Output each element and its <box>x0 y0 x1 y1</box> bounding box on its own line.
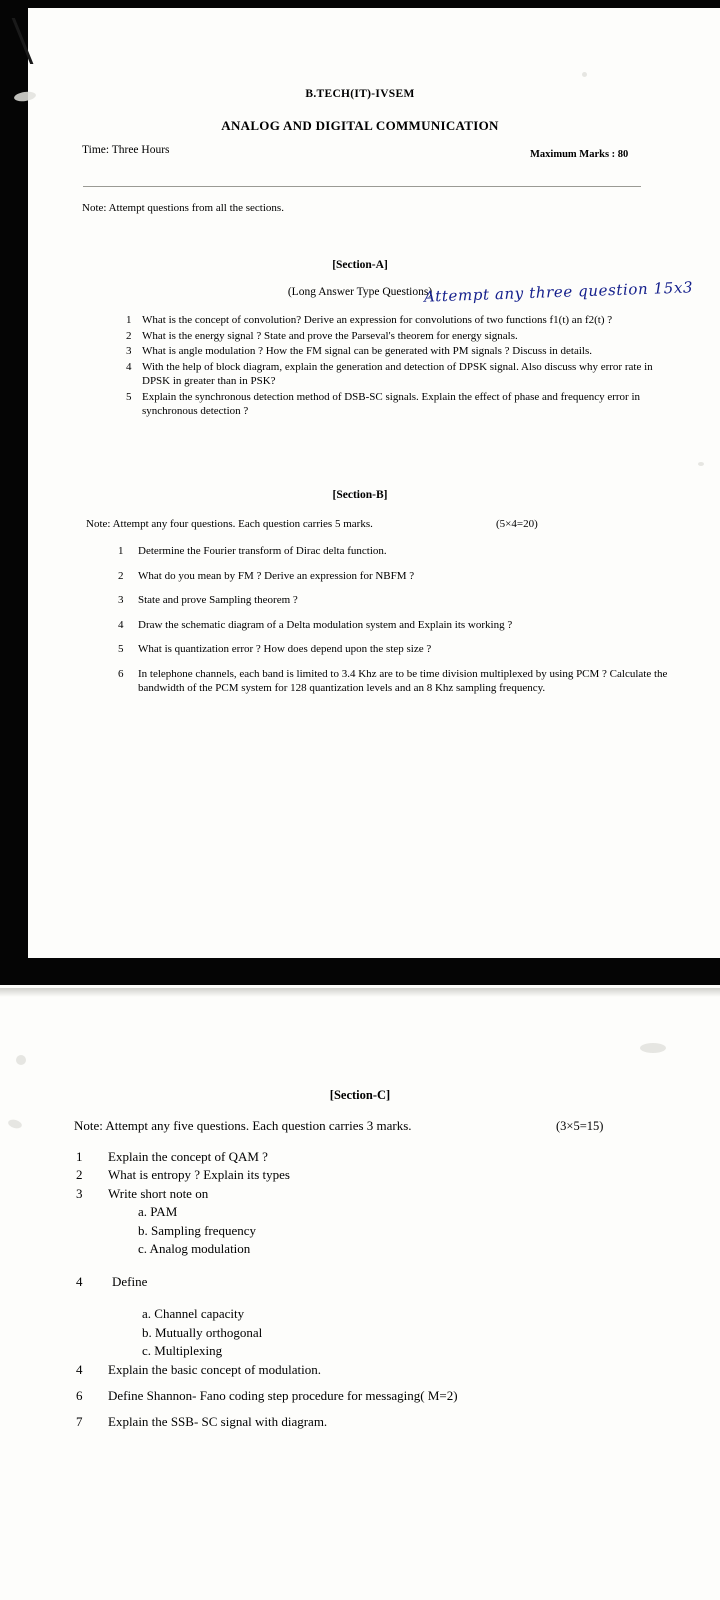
question-number: 5 <box>118 643 124 656</box>
question-number: 4 <box>126 360 132 373</box>
question-text: Determine the Fourier transform of Dirac delta function. <box>138 545 387 557</box>
list-item <box>76 1361 676 1379</box>
document-subtitle: ANALOG AND DIGITAL COMMUNICATION <box>221 118 499 133</box>
list-item: a. PAM <box>138 1204 178 1220</box>
list-item <box>76 1413 676 1431</box>
list-item <box>126 390 672 419</box>
section-a-subheading: (Long Answer Type Questions) <box>287 286 433 298</box>
question-text: What is angle modulation ? How the FM signal can be generated with PM signals ? Discuss in details. <box>142 345 593 358</box>
question-text: What is the energy signal ? State and prove the Parseval's theorem for energy signals. <box>142 329 518 342</box>
question-number: 4 <box>76 1273 83 1289</box>
list-item: b. Mutually orthogonal <box>142 1324 263 1340</box>
list-item: b. Sampling frequency <box>138 1222 257 1238</box>
section-b-marks: (5×4=20) <box>496 518 538 530</box>
scan-artifact-smudge <box>16 1055 26 1065</box>
question-text: Define Shannon- Fano coding step procedure for messaging( M=2) <box>108 1387 458 1403</box>
maximum-marks: Maximum Marks : 80 <box>530 149 629 160</box>
question-text: What is entropy ? Explain its types <box>108 1167 290 1183</box>
section-b-heading: [Section-B] <box>332 489 388 501</box>
list-item <box>126 360 672 389</box>
horizontal-divider <box>83 186 641 187</box>
list-item: a. Channel capacity <box>142 1306 245 1322</box>
question-number: 6 <box>76 1387 83 1403</box>
section-a-heading: [Section-A] <box>332 259 388 271</box>
list-item <box>126 329 672 344</box>
list-item <box>118 544 678 559</box>
question-text: Define <box>112 1273 148 1289</box>
list-item <box>118 593 678 608</box>
question-text: Write short note on <box>108 1185 209 1201</box>
list-item <box>76 1185 676 1259</box>
question-text: What is the concept of convolution? Derive an expression for convolutions of two functions f1(t) an f2(t) ? <box>142 314 613 326</box>
list-item <box>118 667 678 696</box>
section-b-note: Note: Attempt any four questions. Each question carries 5 marks. <box>86 518 373 530</box>
list-item <box>126 344 672 359</box>
list-item <box>118 569 678 584</box>
document-title: B.TECH(IT)-IVSEM <box>305 88 415 100</box>
scan-artifact-smudge <box>640 1043 666 1053</box>
scan-artifact-smudge <box>698 462 704 466</box>
section-b-question-list <box>118 544 678 706</box>
question-text: Explain the synchronous detection method of DSB-SC signals. Explain the effect of phase and frequency error in synchronous detection ? <box>142 390 641 418</box>
exam-duration: Time: Three Hours <box>82 144 170 156</box>
scan-artifact-smudge <box>582 72 587 77</box>
question-number: 2 <box>76 1167 83 1183</box>
question-number: 1 <box>118 545 124 557</box>
list-item <box>76 1273 676 1361</box>
section-c-marks: (3×5=15) <box>556 1119 604 1133</box>
question-number: 2 <box>118 569 124 582</box>
scan-artifact-shadow <box>0 988 720 997</box>
question-number: 1 <box>76 1149 83 1164</box>
section-c-heading: [Section-C] <box>329 1088 391 1102</box>
question-text: Explain the basic concept of modulation. <box>108 1361 321 1377</box>
list-item <box>126 313 672 328</box>
handwritten-annotation: Attempt any three question 15x3 <box>423 278 694 306</box>
question-text: In telephone channels, each band is limited to 3.4 Khz are to be time division multiplexed by using PCM ? Calculate the bandwidth of the PCM system for 128 quantization levels and an 8 Khz sampling frequency. <box>138 667 668 695</box>
list-item <box>118 642 678 657</box>
question-number: 5 <box>126 390 132 403</box>
question-number: 4 <box>118 618 124 631</box>
question-4-subitems <box>80 1305 676 1360</box>
list-item <box>76 1387 676 1405</box>
question-number: 4 <box>76 1361 83 1377</box>
question-3-subitems <box>76 1203 676 1258</box>
question-number: 3 <box>118 594 124 607</box>
section-c-question-list <box>76 1148 676 1432</box>
list-item <box>118 618 678 633</box>
question-number: 3 <box>126 345 132 358</box>
question-text: Draw the schematic diagram of a Delta modulation system and Explain its working ? <box>138 618 513 631</box>
question-text: With the help of block diagram, explain the generation and detection of DPSK signal. Also discuss why error rate in DPSK in greater than in PSK? <box>142 360 653 388</box>
question-number: 6 <box>118 667 124 680</box>
question-number: 1 <box>126 314 132 326</box>
scan-edge-between-pages <box>0 958 720 988</box>
question-number: 7 <box>76 1414 83 1430</box>
general-instruction-note: Note: Attempt questions from all the sections. <box>82 202 284 214</box>
question-text: Explain the concept of QAM ? <box>108 1149 268 1164</box>
section-a-question-list <box>126 313 672 420</box>
question-text: Explain the SSB- SC signal with diagram. <box>108 1414 328 1430</box>
question-number: 3 <box>76 1185 83 1201</box>
scan-edge-top <box>0 0 720 8</box>
question-text: What is quantization error ? How does depend upon the step size ? <box>138 643 432 656</box>
question-number: 2 <box>126 329 132 342</box>
question-text: State and prove Sampling theorem ? <box>138 594 298 607</box>
list-item <box>76 1166 676 1184</box>
list-item <box>76 1148 676 1166</box>
list-item: c. Multiplexing <box>142 1343 223 1359</box>
list-item: c. Analog modulation <box>138 1241 251 1257</box>
section-c-note: Note: Attempt any five questions. Each question carries 3 marks. <box>74 1118 412 1133</box>
question-text: What do you mean by FM ? Derive an expression for NBFM ? <box>138 569 415 582</box>
scan-edge-left <box>0 0 28 975</box>
